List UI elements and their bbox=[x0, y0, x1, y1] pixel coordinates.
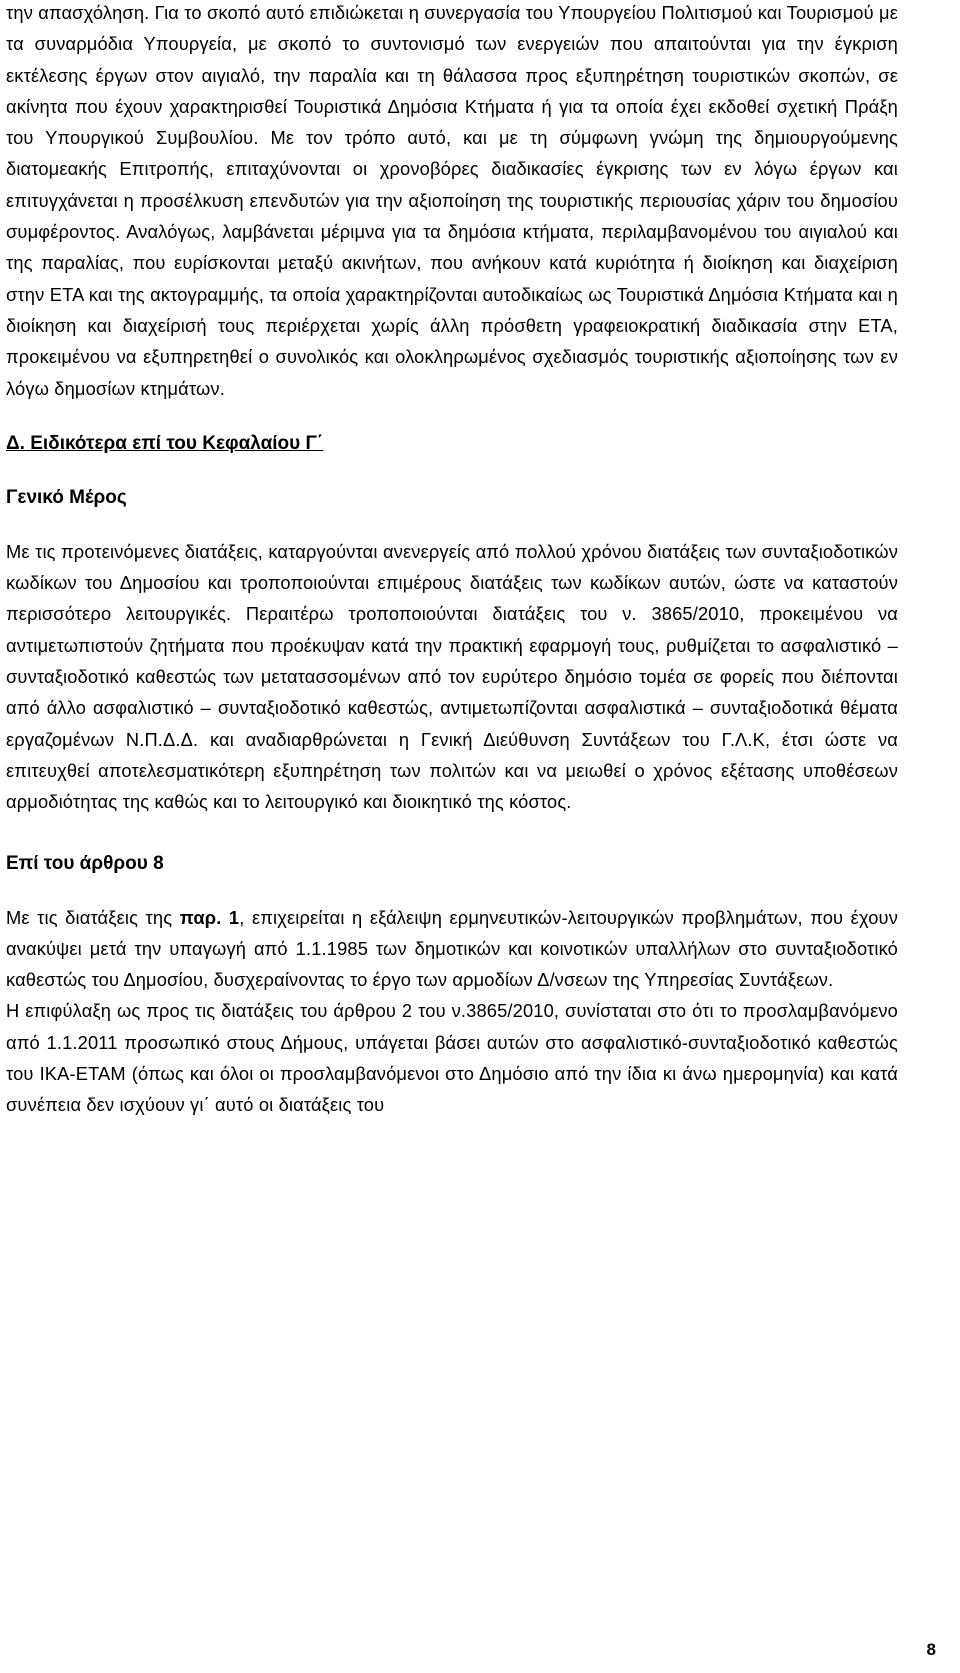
paragraph bbox=[6, 902, 898, 996]
paragraph: Με τις προτεινόμενες διατάξεις, καταργούνται ανενεργείς από πολλού χρόνου διατάξεις των συνταξιοδοτικών κωδίκων του Δημοσίου και τροποποιούνται επιμέρους διατάξεις των κωδίκων αυτών, ώστε να καταστούν περισσότερο λειτουργικές. Περαιτέρω τροποποιούνται διατάξεις του ν. 3865/2010, προκειμένου να αντιμετωπιστούν ζητήματα που προέκυψαν κατά την πρακτική εφαρμογή τους, ρυθμίζεται το ασφαλιστικό – συνταξιοδοτικό καθεστώς των μετατασσομένων από τον ευρύτερο δημόσιο τομέα σε φορείς που διέπονται από άλλο ασφαλιστικό – συνταξιοδοτικό καθεστώς, αντιμετωπίζονται ασφαλιστικά – συνταξιοδοτικά θέματα εργαζομένων Ν.Π.Δ.Δ. και αναδιαρθρώνεται η Γενική Διεύθυνση Συντάξεων του Γ.Λ.Κ, έτσι ώστε να επιτευχθεί αποτελεσματικότερη εξυπηρέτηση των πολιτών και να μειωθεί ο χρόνος εξέτασης υποθέσεων αρμοδιότητας της καθώς και το λειτουργικό και διοικητικό της κόστος. bbox=[6, 540, 898, 813]
bold-text: παρ. bbox=[179, 906, 222, 928]
heading-general-part: Γενικό Μέρος bbox=[6, 486, 127, 508]
paragraph-text bbox=[221, 907, 228, 928]
paragraph-text: , επιχειρείται η εξάλειψη ερμηνευτικών-λειτουργικών προβλημάτων, που έχουν ανακύψει μετά την υπαγωγή από 1.1.1985 των δημοτικών και κοινοτικών υπαλλήλων στο συνταξιοδοτικό καθεστώς του Δημοσίου, δυσχεραίνοντας το έργο των αρμοδίων Δ/νσεων της Υπηρεσίας Συντάξεων. bbox=[6, 906, 898, 991]
section-heading-d: Δ. Ειδικότερα επί του Κεφαλαίου Γ΄ bbox=[6, 432, 324, 454]
bold-text: 1 bbox=[228, 906, 240, 928]
paragraph: Η επιφύλαξη ως προς τις διατάξεις του άρθρου 2 του ν.3865/2010, συνίσταται στο ότι το προσλαμβανόμενο από 1.1.2011 προσωπικό στους Δήμους, υπάγεται βάσει αυτών στο ασφαλιστικό-συνταξιοδοτικό καθεστώς του ΙΚΑ-ΕΤΑΜ (όπως και όλοι οι προσλαμβανόμενοι στο Δημόσιο από την ίδια κι άνω ημερομηνία) και κατά συνέπεια δεν ισχύουν γι΄ αυτό οι διατάξεις του bbox=[6, 1000, 898, 1116]
paragraph: την απασχόληση. Για το σκοπό αυτό επιδιώκεται η συνεργασία του Υπουργείου Πολιτισμού και Τουρισμού με τα συναρμόδια Υπουργεία, με σκοπό το συντονισμό των ενεργειών που απαιτούνται για την έγκριση εκτέλεσης έργων στον αιγιαλό, την παραλία και τη θάλασσα προς εξυπηρέτηση τουριστικών σκοπών, σε ακίνητα που έχουν χαρακτηρισθεί Τουριστικά Δημόσια Κτήματα ή για τα οποία έχει εκδοθεί σχετική Πράξη του Υπουργικού Συμβουλίου. Με τον τρόπο αυτό, και με τη σύμφωνη γνώμη της δημιουργούμενης διατομεακής Επιτροπής, επιταχύνονται οι χρονοβόρες διαδικασίες έγκρισης των εν λόγω έργων και επιτυγχάνεται η προσέλκυση επενδυτών για την αξιοποίηση της τουριστικής περιουσίας χάριν του δημοσίου συμφέροντος. Αναλόγως, λαμβάνεται μέριμνα για τα δημόσια κτήματα, περιλαμβανομένου του αιγιαλού και της παραλίας, που ευρίσκονται μεταξύ ακινήτων, που ανήκουν κατά κυριότητα ή διοίκηση και διαχείριση στην ΕΤΑ και της ακτογραμμής, τα οποία χαρακτηρίζονται αυτοδικαίως ως Τουριστικά Δημόσια Κτήματα και η διοίκηση και διαχείρισή τους περιέρχεται χωρίς άλλη πρόσθετη γραφειοκρατική διαδικασία στην ΕΤΑ, προκειμένου να εξυπηρετηθεί ο συνολικός και ολοκληρωμένος σχεδιασμός τουριστικής αξιοποίησης των εν λόγω δημοσίων κτημάτων. bbox=[6, 2, 898, 399]
page-number: 8 bbox=[926, 1640, 936, 1659]
heading-article-8: Επί του άρθρου 8 bbox=[6, 852, 164, 874]
paragraph-text: Με τις διατάξεις της bbox=[6, 906, 180, 928]
document-page bbox=[6, 0, 898, 1121]
